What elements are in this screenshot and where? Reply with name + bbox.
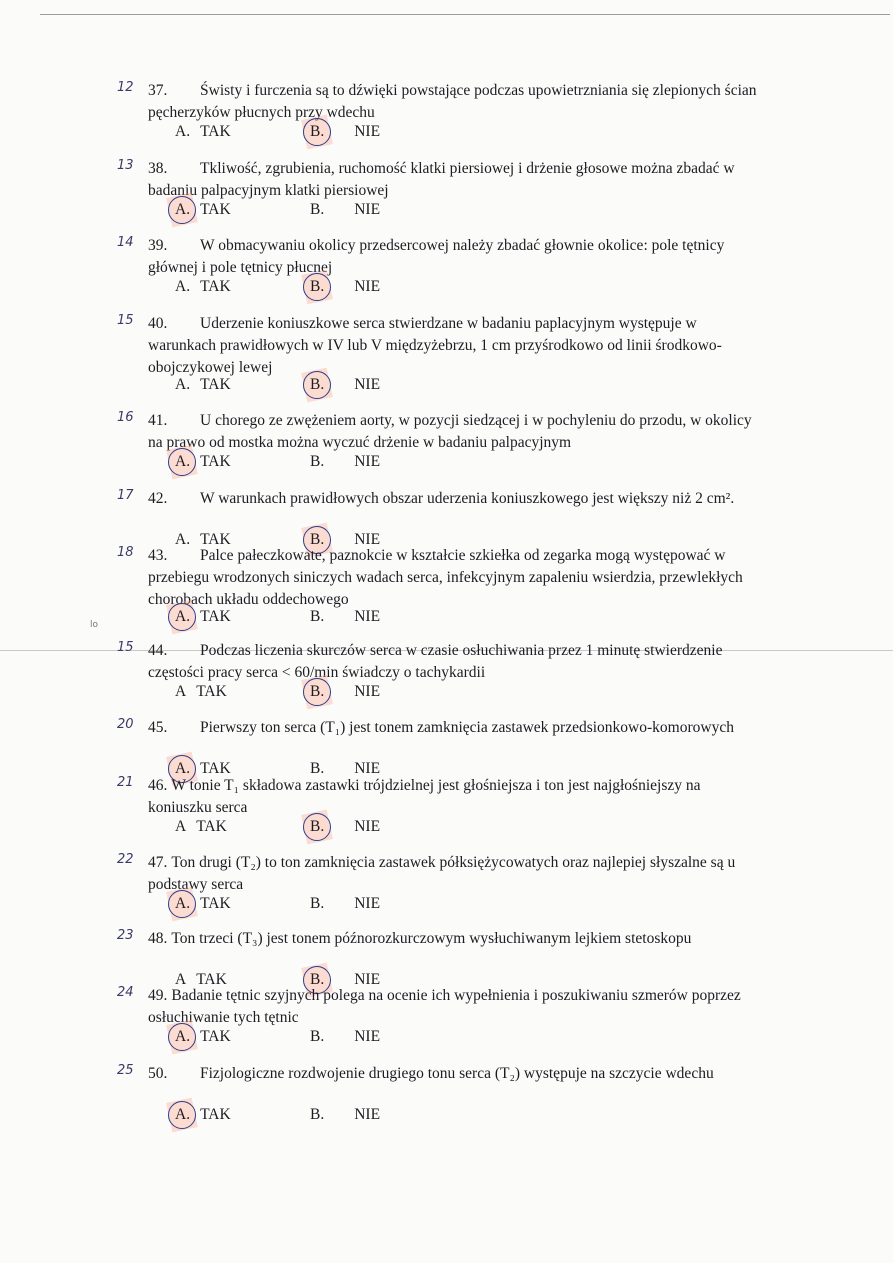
option-a[interactable] bbox=[175, 607, 231, 627]
question-line: Ton drugi (T₂) to ton zamknięcia zastawek półksiężycowatych oraz najlepiej słyszalne są u bbox=[171, 854, 736, 871]
option-b[interactable] bbox=[310, 200, 380, 220]
question-text bbox=[148, 80, 848, 102]
question-line: Ton trzeci (T₃) jest tonem późnorozkurczowym wysłuchiwanym lejkiem stetoskopu bbox=[171, 930, 692, 947]
option-text: NIE bbox=[354, 376, 381, 393]
question-text bbox=[148, 545, 848, 567]
option-label: A. bbox=[175, 1106, 191, 1123]
option-label: B. bbox=[310, 453, 325, 470]
question-text-continued: głównej i pole tętnicy płucnej bbox=[148, 259, 333, 276]
question-text-continued: chorobach układu oddechowego bbox=[148, 591, 349, 608]
question-number: 48. bbox=[148, 930, 168, 947]
question-text bbox=[148, 717, 848, 739]
question-line: Świsty i furczenia są to dźwięki powstające podczas upowietrzniania się zlepionych ścian bbox=[200, 82, 757, 99]
option-label: B. bbox=[310, 971, 325, 988]
handwritten-number: 18 bbox=[117, 545, 134, 560]
question-line: Tkliwość, zgrubienia, ruchomość klatki piersiowej i drżenie głosowe można zbadać w bbox=[200, 160, 735, 177]
question-text bbox=[148, 235, 848, 257]
option-text: TAK bbox=[196, 971, 227, 988]
option-label: A. bbox=[175, 760, 191, 777]
handwritten-number: 15 bbox=[117, 640, 134, 655]
option-label: A. bbox=[175, 123, 191, 140]
option-label: B. bbox=[310, 760, 325, 777]
question-text bbox=[148, 775, 848, 797]
question-text-continued: podstawy serca bbox=[148, 876, 244, 893]
question-number: 37. bbox=[148, 82, 168, 99]
handwritten-number: 24 bbox=[117, 985, 134, 1000]
option-a[interactable] bbox=[175, 682, 227, 702]
question-line: Pierwszy ton serca (T₁) jest tonem zamknięcia zastawek przedsionkowo-komorowych bbox=[200, 719, 734, 736]
question-line: W warunkach prawidłowych obszar uderzenia koniuszkowego jest większy niż 2 cm². bbox=[200, 490, 735, 507]
question-line: U chorego ze zwężeniem aorty, w pozycji siedzącej i w pochyleniu do przodu, w okolicy bbox=[200, 412, 752, 429]
option-text: TAK bbox=[200, 1106, 231, 1123]
option-a[interactable] bbox=[175, 1027, 231, 1047]
handwritten-number: 12 bbox=[117, 80, 134, 95]
question-number: 42. bbox=[148, 490, 168, 507]
question-number: 50. bbox=[148, 1065, 168, 1082]
question-number: 49. bbox=[148, 987, 168, 1004]
option-text: NIE bbox=[354, 971, 381, 988]
option-text: TAK bbox=[200, 1028, 231, 1045]
option-text: NIE bbox=[354, 201, 381, 218]
question-text-continued: obojczykowej lewej bbox=[148, 359, 273, 376]
option-label: A. bbox=[175, 1028, 191, 1045]
question-text bbox=[148, 640, 848, 662]
option-label: A bbox=[175, 971, 187, 988]
option-a[interactable] bbox=[175, 200, 231, 220]
handwritten-number: 17 bbox=[117, 488, 134, 503]
option-label: B. bbox=[310, 608, 325, 625]
option-text: TAK bbox=[200, 608, 231, 625]
question-text-continued: badaniu palpacyjnym klatki piersiowej bbox=[148, 182, 389, 199]
option-text: TAK bbox=[200, 531, 231, 548]
option-label: B. bbox=[310, 278, 325, 295]
option-label: A. bbox=[175, 608, 191, 625]
question-text-continued: przebiegu wrodzonych siniczych wadach serca, infekcyjnym zapaleniu wsierdzia, przewlekłych bbox=[148, 569, 743, 586]
question-number: 44. bbox=[148, 642, 168, 659]
handwritten-number: 23 bbox=[117, 928, 134, 943]
option-text: TAK bbox=[200, 376, 231, 393]
option-b[interactable] bbox=[310, 1027, 380, 1047]
option-label: B. bbox=[310, 201, 325, 218]
option-label: A. bbox=[175, 278, 191, 295]
margin-note: lo bbox=[90, 620, 99, 630]
option-label: B. bbox=[310, 1106, 325, 1123]
option-b[interactable] bbox=[310, 1105, 380, 1125]
question-line: Uderzenie koniuszkowe serca stwierdzane w badaniu paplacyjnym występuje w bbox=[200, 315, 697, 332]
option-a[interactable] bbox=[175, 817, 227, 837]
question-text bbox=[148, 313, 848, 335]
question-text-continued: pęcherzyków płucnych przy wdechu bbox=[148, 104, 375, 121]
option-b[interactable] bbox=[310, 607, 380, 627]
option-text: NIE bbox=[354, 1028, 381, 1045]
option-label: A. bbox=[175, 531, 191, 548]
option-label: B. bbox=[310, 895, 325, 912]
option-text: NIE bbox=[354, 531, 381, 548]
option-label: A. bbox=[175, 895, 191, 912]
option-label: A bbox=[175, 683, 187, 700]
option-text: NIE bbox=[354, 895, 381, 912]
option-a[interactable] bbox=[175, 1105, 231, 1125]
option-label: A. bbox=[175, 201, 191, 218]
option-text: NIE bbox=[354, 683, 381, 700]
question-number: 45. bbox=[148, 719, 168, 736]
handwritten-number: 14 bbox=[117, 235, 134, 250]
question-text bbox=[148, 1063, 848, 1085]
question-line: Badanie tętnic szyjnych polega na ocenie ich wypełnienia i poszukiwaniu szmerów poprzez bbox=[171, 987, 741, 1004]
question-line: Podczas liczenia skurczów serca w czasie osłuchiwania przez 1 minutę stwierdzenie bbox=[200, 642, 723, 659]
option-b[interactable] bbox=[310, 452, 380, 472]
handwritten-number: 16 bbox=[117, 410, 134, 425]
question-text bbox=[148, 928, 848, 950]
option-label: B. bbox=[310, 123, 325, 140]
option-text: NIE bbox=[354, 1106, 381, 1123]
question-line: W obmacywaniu okolicy przedsercowej należy zbadać głownie okolice: pole tętnicy bbox=[200, 237, 725, 254]
option-a[interactable] bbox=[175, 375, 231, 395]
option-text: TAK bbox=[200, 201, 231, 218]
question-line: Palce pałeczkowate, paznokcie w kształcie szkiełka od zegarka mogą występować w bbox=[200, 547, 726, 564]
question-number: 43. bbox=[148, 547, 168, 564]
option-text: TAK bbox=[200, 278, 231, 295]
option-b[interactable] bbox=[310, 817, 380, 837]
question-text-continued: warunkach prawidłowych w IV lub V międzyżebrzu, 1 cm przyśrodkowo od linii środkowo- bbox=[148, 337, 722, 354]
option-text: TAK bbox=[200, 760, 231, 777]
handwritten-number: 22 bbox=[117, 852, 134, 867]
handwritten-number: 15 bbox=[117, 313, 134, 328]
handwritten-number: 20 bbox=[117, 717, 134, 732]
question-text-continued: koniuszku serca bbox=[148, 799, 248, 816]
option-text: TAK bbox=[200, 895, 231, 912]
question-text bbox=[148, 985, 848, 1007]
question-number: 40. bbox=[148, 315, 168, 332]
question-text-continued: na prawo od mostka można wyczuć drżenie w badaniu palpacyjnym bbox=[148, 434, 572, 451]
question-line: W tonie T₁ składowa zastawki trójdzielnej jest głośniejsza i ton jest najgłośniejszy na bbox=[171, 777, 701, 794]
option-text: TAK bbox=[200, 123, 231, 140]
option-label: B. bbox=[310, 683, 325, 700]
handwritten-number: 13 bbox=[117, 158, 134, 173]
option-label: B. bbox=[310, 1028, 325, 1045]
option-text: NIE bbox=[354, 278, 381, 295]
option-b[interactable] bbox=[310, 277, 380, 297]
question-number: 46. bbox=[148, 777, 168, 794]
question-number: 47. bbox=[148, 854, 168, 871]
question-text-continued: osłuchiwanie tych tętnic bbox=[148, 1009, 299, 1026]
option-text: NIE bbox=[354, 818, 381, 835]
option-text: NIE bbox=[354, 760, 381, 777]
option-b[interactable] bbox=[310, 122, 380, 142]
top-rule bbox=[40, 14, 890, 15]
handwritten-number: 25 bbox=[117, 1063, 134, 1078]
option-text: NIE bbox=[354, 608, 381, 625]
option-label: A. bbox=[175, 453, 191, 470]
option-b[interactable] bbox=[310, 894, 380, 914]
option-a[interactable] bbox=[175, 894, 231, 914]
option-label: A bbox=[175, 818, 187, 835]
option-label: A. bbox=[175, 376, 191, 393]
question-text bbox=[148, 158, 848, 180]
option-text: NIE bbox=[354, 123, 381, 140]
question-text bbox=[148, 410, 848, 432]
question-number: 41. bbox=[148, 412, 168, 429]
question-text-continued: częstości pracy serca < 60/min świadczy o tachykardii bbox=[148, 664, 486, 681]
option-label: B. bbox=[310, 818, 325, 835]
option-b[interactable] bbox=[310, 375, 380, 395]
question-text bbox=[148, 488, 848, 510]
question-number: 38. bbox=[148, 160, 168, 177]
question-line: Fizjologiczne rozdwojenie drugiego tonu serca (T₂) występuje na szczycie wdechu bbox=[200, 1065, 714, 1082]
question-text bbox=[148, 852, 848, 874]
option-text: TAK bbox=[200, 453, 231, 470]
option-a[interactable] bbox=[175, 277, 231, 297]
option-text: TAK bbox=[196, 818, 227, 835]
handwritten-number: 21 bbox=[117, 775, 134, 790]
option-label: B. bbox=[310, 376, 325, 393]
option-b[interactable] bbox=[310, 682, 380, 702]
option-text: NIE bbox=[354, 453, 381, 470]
option-a[interactable] bbox=[175, 122, 231, 142]
option-label: B. bbox=[310, 531, 325, 548]
option-text: TAK bbox=[196, 683, 227, 700]
question-number: 39. bbox=[148, 237, 168, 254]
option-a[interactable] bbox=[175, 452, 231, 472]
